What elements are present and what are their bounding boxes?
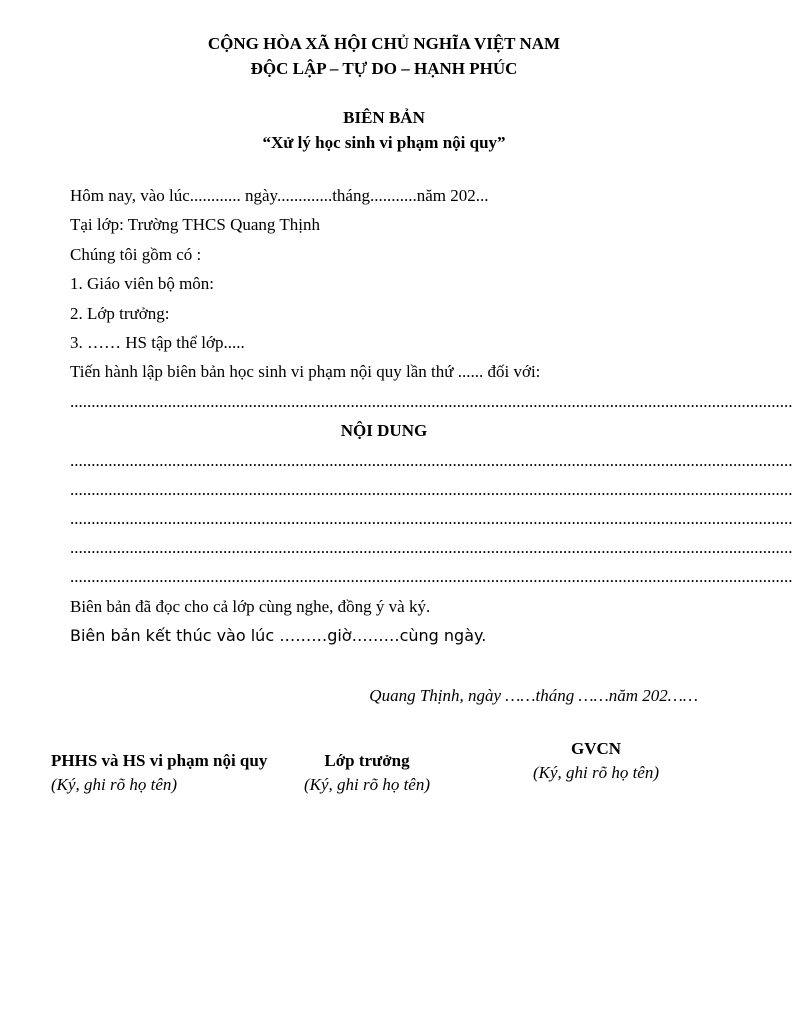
signature-parent-note: (Ký, ghi rõ họ tên) xyxy=(51,775,178,794)
proceed-line: Tiến hành lập biên bản học sinh vi phạm nội quy lần thứ ...... đối với: xyxy=(70,362,541,381)
end-line: Biên bản kết thúc vào lúc ………giờ………cùng ngày. xyxy=(70,626,487,645)
read-line: Biên bản đã đọc cho cả lớp cùng nghe, đồng ý và ký. xyxy=(70,597,431,616)
members-intro: Chúng tôi gồm có : xyxy=(70,245,202,264)
dotted-line: .......................................................................................................................................................................... xyxy=(70,451,793,470)
document-subtitle: “Xử lý học sinh vi phạm nội quy” xyxy=(262,133,506,152)
national-title: CỘNG HÒA XÃ HỘI CHỦ NGHĨA VIỆT NAM xyxy=(207,34,561,53)
motto: ĐỘC LẬP – TỰ DO – HẠNH PHÚC xyxy=(250,59,518,78)
signature-parent-title: PHHS và HS vi phạm nội quy xyxy=(51,751,268,770)
date-line: Hôm nay, vào lúc............ ngày.............tháng...........năm 202... xyxy=(70,186,489,205)
signature-teacher-note: (Ký, ghi rõ họ tên) xyxy=(532,763,660,782)
dotted-line: .......................................................................................................................................................................... xyxy=(70,392,793,411)
place-date: Quang Thịnh, ngày ……tháng ……năm 202…… xyxy=(369,686,698,705)
member-2: 2. Lớp trưởng: xyxy=(70,304,170,323)
dotted-line: .......................................................................................................................................................................... xyxy=(70,480,793,499)
location-line: Tại lớp: Trường THCS Quang Thịnh xyxy=(70,215,320,234)
dotted-line: .......................................................................................................................................................................... xyxy=(70,567,793,586)
member-3: 3. …… HS tập thể lớp..... xyxy=(70,333,245,352)
signature-monitor-note: (Ký, ghi rõ họ tên) xyxy=(303,775,431,794)
signature-parent xyxy=(51,751,267,795)
dotted-line: .......................................................................................................................................................................... xyxy=(70,538,793,557)
signature-monitor xyxy=(292,751,442,795)
signature-teacher-title: GVCN xyxy=(570,739,622,758)
document-title: BIÊN BẢN xyxy=(343,108,425,127)
member-1: 1. Giáo viên bộ môn: xyxy=(70,274,215,293)
content-heading: NỘI DUNG xyxy=(340,421,428,440)
dotted-line: .......................................................................................................................................................................... xyxy=(70,509,793,528)
signature-teacher xyxy=(521,739,671,783)
signature-monitor-title: Lớp trưởng xyxy=(324,751,410,770)
